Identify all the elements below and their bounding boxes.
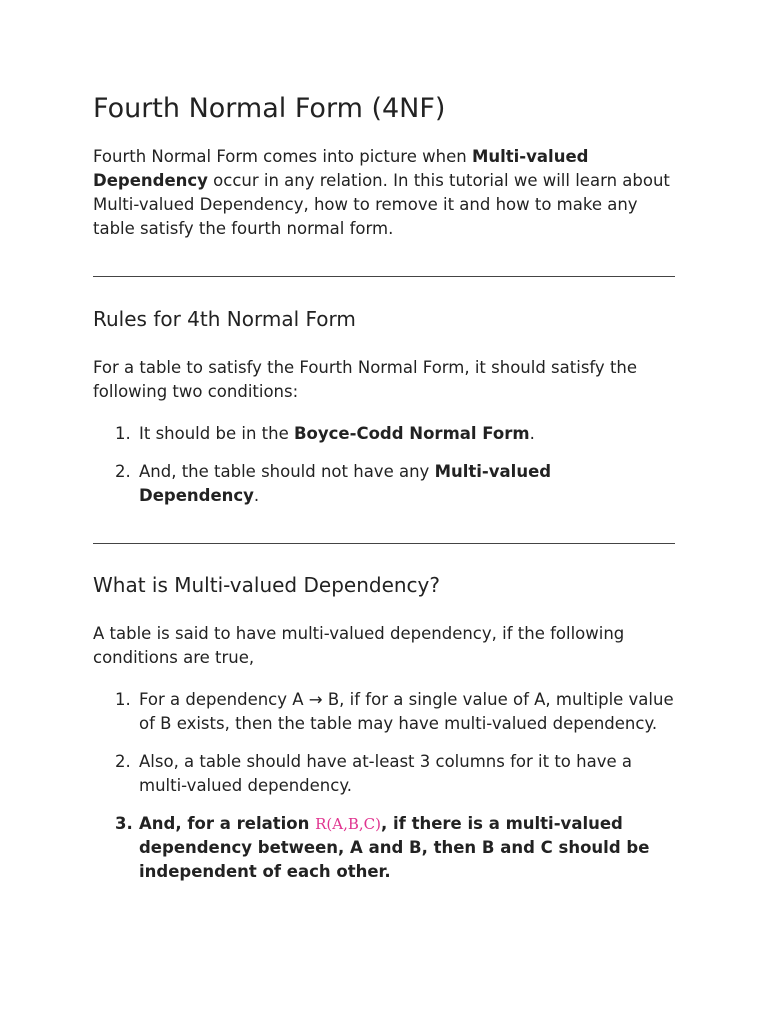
intro-text-pre: Fourth Normal Form comes into picture when (93, 147, 472, 166)
section-divider (93, 276, 675, 277)
intro-bold-term: Multi-valued Dependency (93, 147, 589, 190)
list-item (93, 688, 675, 736)
mvd-heading: What is Multi-valued Dependency? (93, 573, 440, 597)
relation-notation: R(A,B,C) (315, 815, 381, 833)
list-item-text-pre: It should be in the (139, 424, 294, 443)
mvd-list-block (93, 688, 675, 884)
list-item-number: 2. (115, 462, 131, 481)
list-item-bold-term: Boyce-Codd Normal Form (293, 424, 530, 443)
list-item (93, 460, 675, 508)
rules-intro: For a table to satisfy the Fourth Normal Form, it should satisfy the following two conditions: (93, 358, 638, 401)
mvd-section (93, 571, 675, 599)
rules-heading: Rules for 4th Normal Form (93, 307, 356, 331)
intro-paragraph-block (93, 145, 675, 241)
mvd-intro: A table is said to have multi-valued dependency, if the following conditions are true, (93, 624, 625, 667)
mvd-list (93, 688, 675, 884)
rules-list (93, 422, 675, 508)
page-title: Fourth Normal Form (4NF) (93, 93, 446, 124)
list-item-text-pre: And, for a relation (139, 814, 316, 833)
mvd-intro-block (93, 622, 675, 670)
list-item-text-pre: And, the table should not have any (139, 462, 435, 481)
list-item (93, 750, 675, 798)
list-item (93, 812, 675, 884)
rules-intro-block (93, 356, 675, 404)
rules-list-block (93, 422, 675, 508)
list-item-text-post: . (253, 486, 260, 505)
list-item (93, 422, 675, 446)
list-item-text: Also, a table should have at-least 3 columns for it to have a multi-valued dependency. (139, 752, 632, 795)
list-item-number: 1. (115, 424, 131, 443)
section-divider (93, 543, 675, 544)
list-item-text-post: , if there is a multi-valued dependency between, A and B, then B and C should be independent of each other. (139, 814, 650, 881)
intro-text-post: occur in any relation. In this tutorial we will learn about Multi-valued Dependency, how to remove it and how to make any table satisfy the fourth normal form. (93, 171, 670, 238)
list-item-bold-term: Multi-valued Dependency (139, 462, 552, 505)
intro-paragraph (93, 145, 675, 241)
list-item-number: 3. (115, 814, 133, 833)
list-item-number: 1. (115, 690, 131, 709)
rules-section (93, 305, 675, 333)
list-item-number: 2. (115, 752, 131, 771)
list-item-text-post: . (529, 424, 535, 443)
list-item-text: For a dependency A → B, if for a single value of A, multiple value of B exists, then the table may have multi-valued dependency. (139, 690, 674, 733)
